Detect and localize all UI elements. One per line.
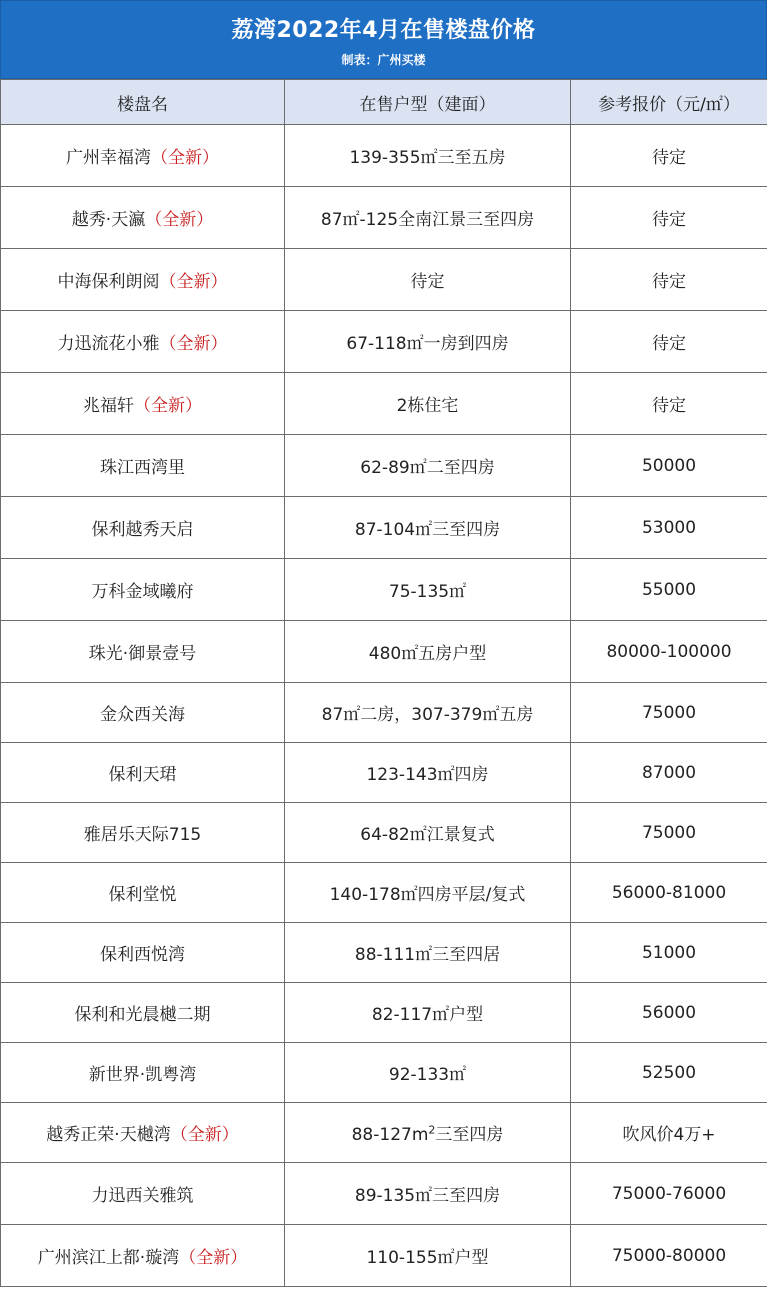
unit-type: 待定 <box>410 272 445 292</box>
unit-type: 82-117㎡户型 <box>371 1005 484 1025</box>
cell-unit-type <box>285 683 571 743</box>
reference-price: 80000-100000 <box>606 641 732 662</box>
project-name: 珠光·御景壹号 <box>88 644 197 664</box>
unit-type: 88-127m <box>351 1125 429 1145</box>
cell-project-name <box>1 803 285 863</box>
project-name: 越秀正荣·天樾湾 <box>46 1125 171 1145</box>
cell-unit-type <box>285 497 571 559</box>
table-row <box>1 497 767 559</box>
cell-project-name <box>1 249 285 311</box>
project-name: 万科金域曦府 <box>91 582 194 602</box>
reference-price: 55000 <box>641 579 697 600</box>
price-table <box>0 79 767 1287</box>
page-subtitle: 制表：广州买楼 <box>341 53 426 67</box>
cell-price <box>571 1225 767 1287</box>
cell-unit-type <box>285 373 571 435</box>
reference-price: 87000 <box>641 762 697 783</box>
project-name: 保利和光晨樾二期 <box>74 1005 211 1025</box>
project-name: 雅居乐天际715 <box>83 825 202 845</box>
reference-price: 75000-80000 <box>611 1245 727 1266</box>
table-row <box>1 373 767 435</box>
reference-price: 75000-76000 <box>611 1183 727 1204</box>
unit-type: 67-118㎡一房到四房 <box>346 334 509 354</box>
unit-type: 87㎡-125全南江景三至四房 <box>320 210 535 230</box>
page-title: 荔湾2022年4月在售楼盘价格 <box>231 18 536 43</box>
project-name: 保利天珺 <box>108 765 177 785</box>
unit-type: 64-82㎡江景复式 <box>360 825 495 845</box>
table-row <box>1 187 767 249</box>
table-row <box>1 1163 767 1225</box>
new-project-tag: （全新） <box>159 272 228 292</box>
cell-project-name <box>1 743 285 803</box>
unit-type: 62-89㎡二至四房 <box>360 458 495 478</box>
project-name: 金众西关海 <box>100 705 185 725</box>
table-row <box>1 249 767 311</box>
cell-project-name <box>1 1225 285 1287</box>
project-name: 越秀·天瀛 <box>71 210 146 230</box>
cell-unit-type <box>285 311 571 373</box>
table-row <box>1 983 767 1043</box>
project-name: 新世界·凯粤湾 <box>88 1065 197 1085</box>
cell-unit-type <box>285 1043 571 1103</box>
cell-project-name <box>1 683 285 743</box>
cell-unit-type <box>285 125 571 187</box>
table-row <box>1 435 767 497</box>
project-name: 保利西悦湾 <box>100 945 185 965</box>
cell-price <box>571 559 767 621</box>
table-row <box>1 743 767 803</box>
cell-price <box>571 497 767 559</box>
cell-unit-type <box>285 187 571 249</box>
unit-type: 480㎡五房户型 <box>368 644 487 664</box>
reference-price: 56000-81000 <box>611 882 727 903</box>
unit-type: 92-133㎡ <box>388 1065 467 1085</box>
project-name: 保利越秀天启 <box>91 520 194 540</box>
column-header-type: 在售户型（建面） <box>285 80 571 125</box>
reference-price: 待定 <box>652 148 686 168</box>
table-header-banner <box>0 0 767 79</box>
cell-unit-type <box>285 863 571 923</box>
cell-project-name <box>1 187 285 249</box>
new-project-tag: （全新） <box>170 1125 239 1145</box>
table-header-row <box>1 80 767 125</box>
cell-project-name <box>1 1163 285 1225</box>
reference-price: 待定 <box>652 210 686 230</box>
cell-price <box>571 373 767 435</box>
column-header-name: 楼盘名 <box>1 80 285 125</box>
table-row <box>1 1225 767 1287</box>
cell-price <box>571 1103 767 1163</box>
reference-price: 53000 <box>641 517 697 538</box>
reference-price: 待定 <box>652 334 686 354</box>
unit-type: 140-178㎡四房平层/复式 <box>329 885 526 905</box>
new-project-tag: （全新） <box>179 1248 248 1268</box>
table-row <box>1 125 767 187</box>
project-name: 保利堂悦 <box>108 885 177 905</box>
table-row <box>1 621 767 683</box>
unit-type: 75-135㎡ <box>388 582 467 602</box>
table-row <box>1 803 767 863</box>
project-name: 珠江西湾里 <box>100 458 185 478</box>
cell-price <box>571 311 767 373</box>
unit-type: 139-355㎡三至五房 <box>349 148 506 168</box>
cell-price <box>571 249 767 311</box>
cell-project-name <box>1 435 285 497</box>
cell-price <box>571 863 767 923</box>
cell-price <box>571 923 767 983</box>
reference-price: 51000 <box>641 942 697 963</box>
cell-price <box>571 435 767 497</box>
unit-type: 2栋住宅 <box>396 396 459 416</box>
project-name: 力迅西关雅筑 <box>91 1186 194 1206</box>
project-name: 广州幸福湾 <box>66 148 151 168</box>
cell-project-name <box>1 125 285 187</box>
new-project-tag: （全新） <box>151 148 219 168</box>
cell-project-name <box>1 983 285 1043</box>
cell-price <box>571 743 767 803</box>
cell-unit-type <box>285 983 571 1043</box>
unit-type: 87㎡二房，307-379㎡五房 <box>321 705 534 725</box>
project-name: 中海保利朗阅 <box>57 272 160 292</box>
cell-price <box>571 1163 767 1225</box>
cell-price <box>571 1043 767 1103</box>
cell-unit-type <box>285 743 571 803</box>
cell-unit-type <box>285 621 571 683</box>
cell-project-name <box>1 373 285 435</box>
cell-unit-type <box>285 803 571 863</box>
unit-type: 110-155㎡户型 <box>366 1248 489 1268</box>
cell-project-name <box>1 621 285 683</box>
table-row <box>1 863 767 923</box>
reference-price: 75000 <box>641 822 697 843</box>
cell-project-name <box>1 559 285 621</box>
cell-project-name <box>1 311 285 373</box>
project-name: 广州滨江上都·璇湾 <box>37 1248 180 1268</box>
cell-project-name <box>1 863 285 923</box>
table-row <box>1 559 767 621</box>
table-row <box>1 683 767 743</box>
table-row <box>1 311 767 373</box>
reference-price: 50000 <box>641 455 697 476</box>
unit-type-suffix: 三至四房 <box>435 1125 504 1145</box>
cell-project-name <box>1 1103 285 1163</box>
unit-type: 89-135㎡三至四房 <box>354 1186 501 1206</box>
project-name: 力迅流花小雅 <box>57 334 160 354</box>
cell-price <box>571 187 767 249</box>
cell-unit-type <box>285 249 571 311</box>
reference-price: 75000 <box>641 702 697 723</box>
unit-type: 123-143㎡四房 <box>366 765 489 785</box>
cell-unit-type <box>285 1163 571 1225</box>
unit-superscript: 2 <box>428 1123 436 1137</box>
cell-unit-type <box>285 923 571 983</box>
new-project-tag: （全新） <box>134 396 202 416</box>
cell-price <box>571 803 767 863</box>
project-name: 兆福轩 <box>83 396 134 416</box>
reference-price: 56000 <box>641 1002 697 1023</box>
cell-price <box>571 683 767 743</box>
table-row <box>1 1043 767 1103</box>
cell-unit-type <box>285 559 571 621</box>
cell-project-name <box>1 497 285 559</box>
reference-price: 待定 <box>652 272 686 292</box>
cell-unit-type <box>285 1103 571 1163</box>
reference-price: 52500 <box>641 1062 697 1083</box>
unit-type: 87-104㎡三至四房 <box>354 520 501 540</box>
reference-price: 吹风价4万+ <box>622 1125 716 1145</box>
unit-type: 88-111㎡三至四居 <box>354 945 501 965</box>
cell-price <box>571 125 767 187</box>
new-project-tag: （全新） <box>145 210 214 230</box>
table-row <box>1 1103 767 1163</box>
cell-unit-type <box>285 435 571 497</box>
table-row <box>1 923 767 983</box>
column-header-price: 参考报价（元/㎡） <box>571 80 767 125</box>
reference-price: 待定 <box>652 396 686 416</box>
cell-project-name <box>1 923 285 983</box>
new-project-tag: （全新） <box>159 334 228 354</box>
cell-unit-type <box>285 1225 571 1287</box>
cell-price <box>571 621 767 683</box>
cell-price <box>571 983 767 1043</box>
cell-project-name <box>1 1043 285 1103</box>
